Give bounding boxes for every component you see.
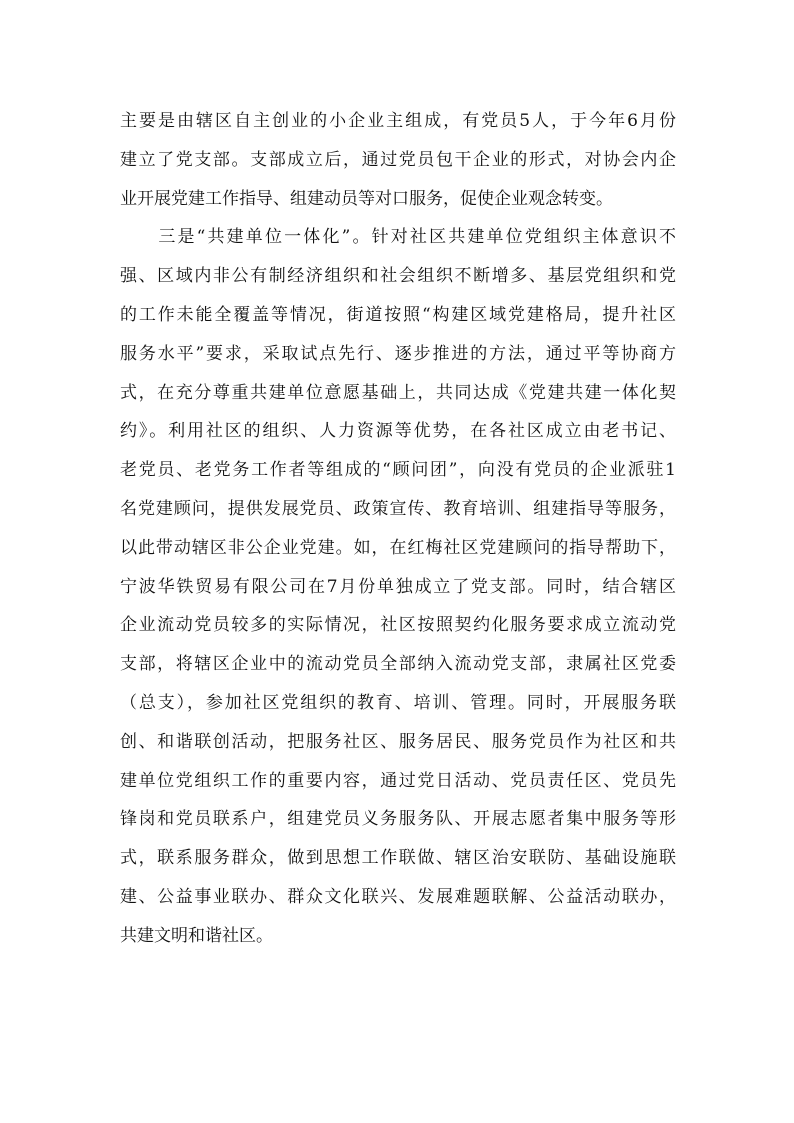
text-line: 业开展党建工作指导、组建动员等对口服务，促使企业观念转变。 <box>120 188 613 209</box>
text-line: 名党建顾问，提供发展党员、政策宣传、教育培训、组建指导等服务， <box>120 498 676 519</box>
text-line: 老党员、老党务工作者等组成的“顾问团”，向没有党员的企业派驻1 <box>120 460 676 481</box>
text-line: 创、和谐联创活动，把服务社区、服务居民、服务党员作为社区和共 <box>120 731 676 752</box>
text-line: 共建文明和谐社区。 <box>120 925 273 946</box>
text-line: 建、公益事业联办、群众文化联兴、发展难题联解、公益活动联办， <box>120 886 676 907</box>
text-line: （总支），参加社区党组织的教育、培训、管理。同时，开展服务联 <box>120 692 676 713</box>
text-line: 三是“共建单位一体化”。针对社区共建单位党组织主体意识不 <box>120 227 676 248</box>
text-line: 式，在充分尊重共建单位意愿基础上，共同达成《党建共建一体化契 <box>120 382 676 403</box>
text-line: 建单位党组织工作的重要内容，通过党日活动、党员责任区、党员先 <box>120 770 676 791</box>
text-line: 建立了党支部。支部成立后，通过党员包干企业的形式，对协会内企 <box>120 149 676 170</box>
text-line: 以此带动辖区非公企业党建。如，在红梅社区党建顾问的指导帮助下， <box>120 537 676 558</box>
text-line: 约》。利用社区的组织、人力资源等优势，在各社区成立由老书记、 <box>120 421 676 442</box>
document-page <box>120 102 676 956</box>
text-line: 企业流动党员较多的实际情况，社区按照契约化服务要求成立流动党 <box>120 615 676 636</box>
text-line: 支部，将辖区企业中的流动党员全部纳入流动党支部，隶属社区党委 <box>120 654 676 675</box>
text-line: 式，联系服务群众，做到思想工作联做、辖区治安联防、基础设施联 <box>120 848 676 869</box>
text-line: 的工作未能全覆盖等情况，街道按照“构建区域党建格局，提升社区 <box>120 304 676 325</box>
text-line: 锋岗和党员联系户，组建党员义务服务队、开展志愿者集中服务等形 <box>120 809 676 830</box>
text-line: 主要是由辖区自主创业的小企业主组成，有党员5人，于今年6月份 <box>120 111 676 131</box>
text-line: 服务水平”要求，采取试点先行、逐步推进的方法，通过平等协商方 <box>120 343 676 364</box>
text-line: 强、区域内非公有制经济组织和社会组织不断增多、基层党组织和党 <box>120 266 676 287</box>
text-line: 宁波华铁贸易有限公司在7月份单独成立了党支部。同时，结合辖区 <box>120 576 676 597</box>
